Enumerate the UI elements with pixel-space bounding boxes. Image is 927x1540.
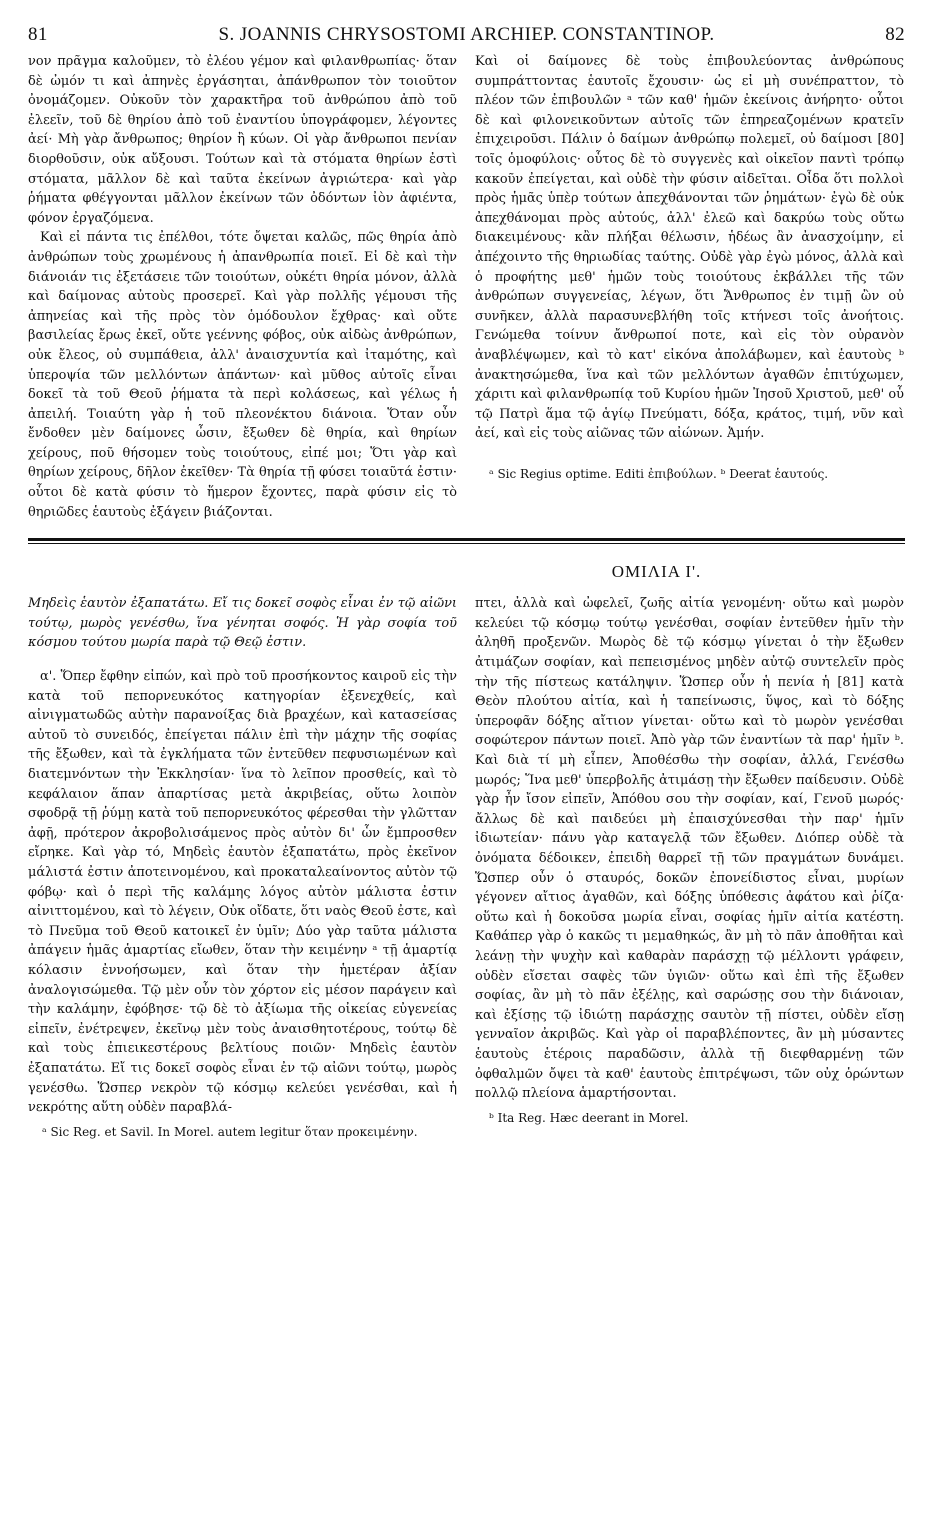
running-head	[28, 24, 905, 52]
page-number-right: 82	[885, 24, 905, 45]
running-title: S. JOANNIS CHRYSOSTOMI ARCHIEP. CONSTANTINOP.	[218, 24, 715, 45]
page-number-left: 81	[28, 24, 48, 45]
footnote: ᵃ Sic Reg. et Savil. In Morel. autem legitur ὅταν προκειμένην.	[42, 1124, 418, 1139]
lower-columns	[28, 594, 905, 1139]
section-divider	[28, 538, 905, 544]
lower-left-column	[28, 594, 457, 1139]
upper-right-column	[475, 52, 904, 522]
paragraph: νον πρᾶγμα καλοῦμεν, τὸ ἐλέου γέμον καὶ φιλανθρωπίας· ὅταν δὲ ὠμόν τι καὶ ἀπηνὲς ἐργάσηται, ἀπάνθρωπον τὸν τοιοῦτον ὀνομάζομεν. Οὐκοῦν τὸν χαρακτῆρα τοῦ ἀνθρώπου ἀπὸ τοῦ ἐλεεῖν, τοῦ δὲ θηρίου ἀπὸ τοῦ ἐναντίου ὑπογράφομεν, λέγοντες ἀεί· Μὴ γὰρ ἄνθρωπος; θηρίον ἢ κύων. Οἱ γὰρ ἄνθρωποι πενίαν διορθοῦσιν, οὐκ αὔξουσι. Τούτων καὶ τὰ στόματα θηρίων ἐστὶ στόματα, μᾶλλον δὲ καὶ ταῦτα ἐκείνων ἀγριώτερα· καὶ γὰρ ῥήματα φθέγγονται μᾶλλον ἐκείνων τῶν ὀδόντων ἰὸν ἀφιέντα, φόνον ἐργαζόμενα.	[28, 54, 457, 226]
divider-thick	[28, 538, 905, 541]
footnote: ᵇ Ita Reg. Hæc deerant in Morel.	[489, 1110, 689, 1125]
paragraph: πτει, ἀλλὰ καὶ ὠφελεῖ, ζωῆς αἰτία γενομένη· οὕτω καὶ μωρὸν κελεύει τῷ κόσμῳ τούτῳ γενέσθαι, σοφίαν ἐντεῦθεν ἡμῖν τὴν ἀληθῆ προξενῶν. Μωρὸς δὲ τῷ κόσμῳ γίνεται ὁ τὴν ἔξωθεν ἀτιμάζων σοφίαν, καὶ πεπεισμένος μηδὲν αὐτῷ συντελεῖν πρὸς τὴν τῆς πίστεως κατάληψιν. Ὥσπερ οὖν ἡ πενία ἡ [81] κατὰ Θεὸν πλούτου αἰτία, καὶ ἡ ταπείνωσις, ὕψος, καὶ τὸ δόξης ὑπεροφᾶν δόξης αἴτιον γίνεται· οὕτω καὶ τὸ μωρὸν γενέσθαι σοφώτερον πάντων ποιεῖ. Ἀπὸ γὰρ τῶν ἐναντίων τὰ παρ' ἡμῖν ᵇ. Καὶ διὰ τί μὴ εἶπεν, Ἀποθέσθω τὴν σοφίαν, ἀλλά, Γενέσθω μωρός; Ἵνα μεθ' ὑπερβολῆς ἀτιμάσῃ τὴν ἔξωθεν παίδευσιν. Οὐδὲ γὰρ ἦν ἴσον εἰπεῖν, Ἀπόθου σου τὴν σοφίαν, καί, Γενοῦ μωρός· ἄλλως δὲ καὶ παιδεύει μὴ ἐπαισχύνεσθαι τὴν παρ' ἡμῖν ἰδιωτείαν· πάνυ γὰρ καταγελᾷ τῶν ἔξωθεν. Διόπερ οὐδὲ τὰ ὀνόματα δέδοικεν, ἐπειδὴ θαρρεῖ τῇ τῶν πραγμάτων δυνάμει. Ὥσπερ οὖν ὁ σταυρός, δοκῶν ἐπονείδιστος εἶναι, μυρίων γέγονεν αἴτιος ἀγαθῶν, καὶ δόξης ὑπόθεσις ἀφάτου καὶ ῥίζα· οὕτω καὶ ἡ δοκοῦσα μωρία εἶναι, σοφίας ἡμῖν αἰτία κατέστη. Καθάπερ γὰρ ὁ κακῶς τι μεμαθηκώς, ἂν μὴ τὸ πᾶν ἀποθῆται καὶ λεάνῃ τὴν ψυχὴν καὶ καθαρὰν παράσχῃ τῷ μέλλοντι γράφειν, οὐδὲν εἴσεται σαφὲς τῶν ὑγιῶν· οὕτω καὶ ἐπὶ τῆς ἔξωθεν σοφίας, ἂν μὴ τὸ πᾶν ἐξέλῃς, καὶ σαρώσῃς σου τὴν διάνοιαν, καὶ ἐξίσῃς τῷ ἰδιώτῃ παράσχῃς σαυτὸν τῇ πίστει, οὐδὲν εἴσῃ γενναῖον ἀκριβῶς. Καὶ γὰρ οἱ παραβλέποντες, ἂν μὴ μύσαντες ἑαυτοὺς ἑτέροις παραδῶσιν, ἀλλὰ τῇ διεφθαρμένῃ τῶν ὀφθαλμῶν ὄψει τὰ καθ' ἑαυτοὺς ἐπιτρέψωσι, τῶν οὐχ ὁρώντων πολλῷ πλείονα ἁμαρτήσονται.	[475, 596, 904, 1102]
epigraph: Μηδεὶς ἑαυτὸν ἐξαπατάτω. Εἴ τις δοκεῖ σοφὸς εἶναι ἐν τῷ αἰῶνι τούτῳ, μωρὸς γενέσθω, ἵνα γένηται σοφός. Ἡ γὰρ σοφία τοῦ κόσμου τούτου μωρία παρὰ τῷ Θεῷ ἐστιν.	[28, 596, 457, 651]
upper-columns	[28, 52, 905, 522]
upper-left-column	[28, 52, 457, 522]
paragraph: Καὶ οἱ δαίμονες δὲ τοὺς ἐπιβουλεύοντας ἀνθρώπους συμπράττοντας ἑαυτοῖς ἔχουσιν· ὡς εἰ μὴ συνέπραττον, τὸ πλέον τῶν ἐπιβουλῶν ᵃ τῶν καθ' ἡμῶν ἐκείνοις ἀνήρητο· οὗτοι δὲ καὶ φιλονεικοῦντων αὐτοῖς τῶν ἐπηρεαζομένων κρατεῖν ἐπιχειροῦσι. Πάλιν ὁ δαίμων ἀνθρώπῳ πολεμεῖ, οὐ δαίμοσι [80] τοῖς ὁμοφύλοις· οὗτος δὲ τὸ συγγενὲς καὶ οἰκεῖον παντὶ τρόπῳ κακοῦν ἐπείγεται, καὶ οὐδὲ τὴν φύσιν αἰδεῖται. Οἶδα ὅτι πολλοὶ πρὸς ἡμᾶς ὑπὲρ τούτων ἀπεχθάνονται τῶν ῥημάτων· ἐγὼ δὲ οὐκ ἀπεχθάνομαι πρὸς αὐτούς, ἀλλ' ἐλεῶ καὶ δακρύω τοὺς οὕτω διακειμένους· κἂν πλήξαι θέλωσιν, ἡδέως ἂν ἀνασχοίμην, εἰ ἀπέχοιντο τῆς θηριωδίας ταύτης. Οὐδὲ γὰρ ἐγὼ μόνος, ἀλλὰ καὶ ὁ προφήτης μεθ' ἡμῶν τοὺς τοιούτους ἐκβάλλει τῆς τῶν ἀνθρώπων συγγενείας, λέγων, ὅτι Ἄνθρωπος ἐν τιμῇ ὢν οὐ συνῆκεν, ἀλλὰ παρασυνεβλήθη τοῖς κτήνεσι τοῖς ἀνοήτοις. Γενώμεθα τοίνυν ἄνθρωποί ποτε, καὶ εἰς τὸν οὐρανὸν ἀναβλέψωμεν, καὶ τὸ κατ' εἰκόνα ἀπολάβωμεν, καὶ ἑαυτοὺς ᵇ ἀνακτησώμεθα, ἵνα καὶ τῶν μελλόντων ἀγαθῶν ἐπιτύχωμεν, χάριτι καὶ φιλανθρωπίᾳ τοῦ Κυρίου ἡμῶν Ἰησοῦ Χριστοῦ, μεθ' οὗ τῷ Πατρὶ ἅμα τῷ ἁγίῳ Πνεύματι, δόξα, κράτος, τιμή, νῦν καὶ ἀεί, καὶ εἰς τοὺς αἰῶνας τῶν αἰώνων. Ἀμήν.	[475, 54, 904, 442]
lower-right-column	[475, 594, 904, 1139]
paragraph: α'. Ὅπερ ἔφθην εἰπών, καὶ πρὸ τοῦ προσήκοντος καιροῦ εἰς τὴν κατὰ τοῦ πεπορνευκότος κατηγορίαν ἐξενεχθείς, καὶ αἰνιγματωδῶς αὐτὴν παρανοίξας διὰ βραχέων, καὶ κατασείσας αὐτοῦ τὸ συνειδός, ἐπείγεται πάλιν ἐπὶ τὴν μάχην τῆς σοφίας τῆς ἔξωθεν, καὶ τὰ ἐγκλήματα τῶν ἐντεῦθεν πεφυσιωμένων καὶ διατεμνόντων τὴν Ἐκκλησίαν· ἵνα τὸ λεῖπον προσθείς, καὶ τὸ κεφάλαιον ἅπαν ἀπαρτίσας μετὰ ἀκριβείας, οὕτω λοιπὸν σφοδρᾷ τῇ ῥύμῃ κατὰ τοῦ πεπορνευκότος φέρεσθαι τὴν γλῶτταν ἀφῇ, πρότερον ἀκροβολισάμενος πρὸς αὐτὸν δι' ὧν ἔμπροσθεν εἴρηκε. Καὶ γὰρ τό, Μηδεὶς ἑαυτὸν ἐξαπατάτω, πρὸς ἐκεῖνον μάλιστά ἐστιν ἀποτεινομένου, καὶ προκαταλεαίνοντος αὐτὸν τῷ φόβῳ· καὶ ὁ περὶ τῆς καλάμης λόγος αὐτὸν μάλιστα ἐστιν αἰνιττομένου, καὶ τὸ λέγειν, Οὐκ οἴδατε, ὅτι ναὸς Θεοῦ ἐστε, καὶ τὸ Πνεῦμα τοῦ Θεοῦ κατοικεῖ ἐν ὑμῖν; Δύο γὰρ ταῦτα μάλιστα ἀπάγειν ἡμᾶς ἁμαρτίας εἴωθεν, ὅταν τὴν κειμένην ᵃ τῇ ἁμαρτίᾳ κόλασιν ἐννοήσωμεν, καὶ ὅταν τὴν ἡμετέραν ἀξίαν ἀναλογισώμεθα. Τῷ μὲν οὖν τὸν χόρτον εἰς μέσον παράγειν καὶ τὴν καλάμην, ἐφόβησε· τῷ δὲ τὸ ἀξίωμα τῆς οἰκείας εὐγενείας εἰπεῖν, ἐνέτρεψεν, ἐκεῖνῳ μὲν τοὺς ἀναισθητοτέρους, τούτῳ δὲ καὶ τοὺς ἐπιεικεστέρους βελτίους ποιῶν· Μηδεὶς ἑαυτὸν ἐξαπατάτω. Εἴ τις δοκεῖ σοφὸς εἶναι ἐν τῷ αἰῶνι τούτῳ, μωρὸς γενέσθω. Ὥσπερ νεκρὸν τῷ κόσμῳ κελεύει γενέσθαι, καὶ ἡ νεκρότης αὕτη οὐδὲν παραβλά-	[28, 669, 457, 1116]
homily-heading: ΟΜΙΛΙΑ Ι'.	[611, 562, 702, 582]
footnote: ᵃ Sic Regius optime. Editi ἐπιβούλων. ᵇ Deerat ἑαυτούς.	[489, 466, 829, 481]
divider-thin	[28, 543, 905, 544]
paragraph: Καὶ εἰ πάντα τις ἐπέλθοι, τότε ὄψεται καλῶς, πῶς θηρία ἀπὸ ἀνθρώπων τοὺς χρωμένους ἡ ἀπανθρωπία ποιεῖ. Εἰ δὲ καὶ τὴν διάνοιάν τις ἐξετάσειε τῶν τοιούτων, οὐκέτι θηρία μόνον, ἀλλὰ καὶ δαίμονας αὐτοὺς προσερεῖ. Καὶ γὰρ πολλῆς γέμουσι τῆς ἀπηνείας καὶ τῆς πρὸς τὸν ὁμόδουλον ἔχθρας· καὶ οὔτε βασιλείας ἔρως ἐκεῖ, οὔτε γεέννης φόβος, οὐκ αἰδὼς ἀνθρώπων, οὐκ ἔλεος, οὐ συμπάθεια, ἀλλ' ἀναισχυντία καὶ ἰταμότης, καὶ ὑπεροψία τῶν μελλόντων ἁπάντων· καὶ μῦθος αὐτοῖς εἶναι δοκεῖ τὰ τοῦ Θεοῦ ῥήματα τὰ περὶ κολάσεως, καὶ γέλως ἡ ἀπειλή. Τοιαύτη γὰρ ἡ τοῦ πλεονέκτου διάνοια. Ὅταν οὖν ἔνδοθεν μὲν δαίμονες ὦσιν, ἔξωθεν δὲ θηρία, καὶ θηρίων χείρους, ποῦ θήσομεν τοὺς τοιούτους, εἰπέ μοι; Ὅτι γὰρ καὶ θηρίων χείρους, δῆλον ἐκεῖθεν· Τὰ θηρία τῇ φύσει τοιαῦτά ἐστιν· οὗτοι δὲ κατὰ φύσιν τὸ ἥμερον ἔχοντες, παρὰ φύσιν εἰς τὸ θηριῶδες ἑαυτοὺς ἐξάγειν βιάζονται.	[28, 230, 457, 520]
